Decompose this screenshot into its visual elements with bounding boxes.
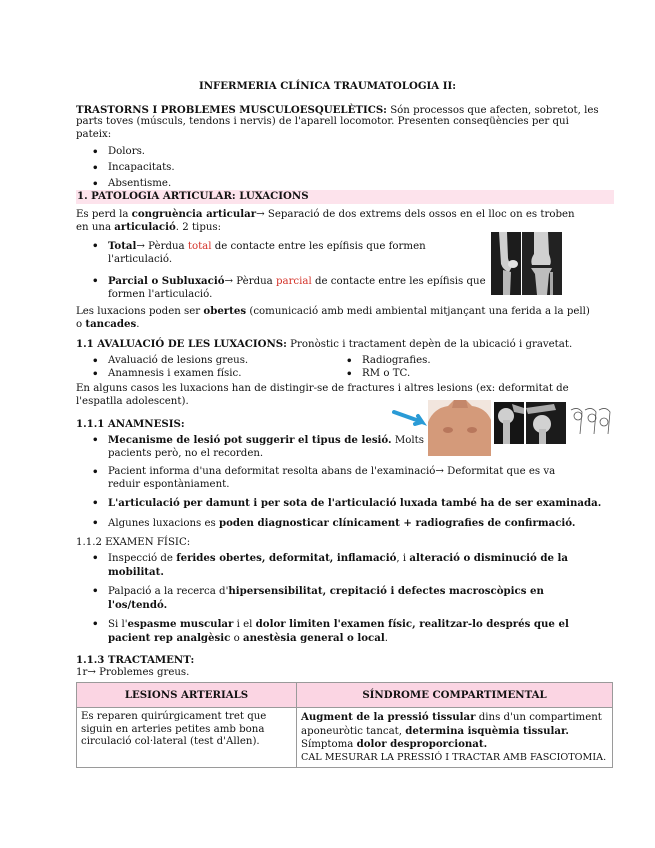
list-item: • Absentisme.: [84, 176, 175, 192]
table-row: [77, 708, 613, 768]
sec113-heading: 1.1.3 TRACTAMENT:: [76, 654, 195, 666]
table-header-lesions-arterials: LESIONS ARTERIALS: [77, 683, 297, 708]
sec11-note-line-2: l'espatlla adolescent).: [76, 396, 189, 407]
intro-line-2: parts toves (músculs, tendons i nervis) de l'aparell locomotor. Presenten conseqüències per qui: [76, 116, 569, 127]
sec11-heading-line: 1.1 AVALUACIÓ DE LES LUXACIONS: Pronòstic i tractament depèn de la ubicació i gravetat.: [76, 338, 573, 350]
intro-heading: TRASTORNS I PROBLEMES MUSCULOESQUELÈTICS:: [76, 104, 387, 116]
arrow-pointer-icon: [392, 408, 430, 428]
sec112-heading: 1.1.2 EXAMEN FÍSIC:: [76, 537, 191, 548]
list-item: • Si l'espasme muscular i el dolor limiten l'examen físic, realitzar-lo després que el pacient rep analgèsic o anestèsia general o local.: [84, 618, 569, 645]
list-item: • Radiografies.: [338, 355, 431, 368]
list-item: • Incapacitats.: [84, 160, 175, 176]
list-item: • RM o TC.: [338, 368, 431, 381]
sec11-col1-list: [84, 355, 248, 380]
sec11-col2-list: [338, 355, 431, 380]
list-item: • Palpació a la recerca d'hipersensibilitat, crepitació i defectes macroscòpics en l'os/tendó.: [84, 585, 569, 612]
luxation-types-list: [84, 240, 486, 301]
treatment-table: [76, 682, 613, 768]
table-header-row: [77, 683, 613, 708]
list-item: • Anamnesis i examen físic.: [84, 368, 248, 381]
sec111-heading: 1.1.1 ANAMNESIS:: [76, 418, 185, 430]
sec113-subtitle: 1r→ Problemes greus.: [76, 667, 190, 678]
sec1-line-1: Es perd la congruència articular→ Separació de dos extrems dels ossos en el lloc on es troben: [76, 208, 575, 220]
list-item-parcial: • Parcial o Subluxació→ Pèrdua parcial de contacte entre les epífisis que formen l'articulació.: [84, 275, 486, 301]
table-cell-sindrome-compartimental: Augment de la pressió tissular dins d'un compartiment aponeuròtic tancat, determina isquèmia tissular. Símptoma dolor desproporcionat. CAL MESURAR LA PRESSIÓ I TRACTAR AMB FASCIOTOMIA.: [297, 708, 613, 768]
list-item: • Dolors.: [84, 144, 175, 160]
knee-xray-lateral-image: [491, 232, 521, 295]
list-item-total: • Total→ Pèrdua total de contacte entre les epífisis que formen l'articulació.: [84, 240, 486, 266]
list-item: • Mecanisme de lesió pot suggerir el tipus de lesió. Molts pacients però, no el recorden.: [84, 434, 601, 460]
sec1-line-2: en una articulació. 2 tipus:: [76, 221, 222, 233]
intro-bullet-list: [84, 144, 175, 192]
table-header-sindrome-compartimental: SÍNDROME COMPARTIMENTAL: [297, 683, 613, 708]
list-item: • Avaluació de lesions greus.: [84, 355, 248, 368]
sec11-note-line-1: En alguns casos les luxacions han de distingir-se de fractures i altres lesions (ex: deformitat de: [76, 383, 569, 394]
sec111-list: [84, 434, 601, 531]
sec11-heading: 1.1 AVALUACIÓ DE LES LUXACIONS:: [76, 338, 287, 350]
list-item: • L'articulació per damunt i per sota de l'articulació luxada també ha de ser examinada.: [84, 497, 601, 511]
section-heading-luxacions: 1. PATOLOGIA ARTICULAR: LUXACIONS: [76, 190, 614, 204]
intro-line-1: TRASTORNS I PROBLEMES MUSCULOESQUELÈTICS: Són processos que afecten, sobretot, les: [76, 104, 599, 116]
sec1-open-line-2: o tancades.: [76, 318, 140, 330]
intro-line-3: pateix:: [76, 129, 112, 140]
page-title: INFERMERIA CLÍNICA TRAUMATOLOGIA II:: [198, 80, 457, 92]
list-item: • Algunes luxacions es poden diagnosticar clínicament + radiografies de confirmació.: [84, 517, 601, 531]
list-item: • Pacient informa d'una deformitat resolta abans de l'examinació→ Deformitat que es va reduir espontàniament.: [84, 466, 601, 491]
table-cell-lesions-arterials: Es reparen quirúrgicament tret que siguin en arteries petites amb bona circulació col·lateral (test d'Allen).: [77, 708, 297, 768]
knee-xray-frontal-image: [522, 232, 562, 295]
sec1-open-line-1: Les luxacions poden ser obertes (comunicació amb medi ambiental mitjançant una ferida a la pell): [76, 305, 590, 317]
sec112-list: [84, 552, 569, 646]
list-item: • Inspecció de ferides obertes, deformitat, inflamació, i alteració o disminució de la mobilitat.: [84, 552, 569, 579]
